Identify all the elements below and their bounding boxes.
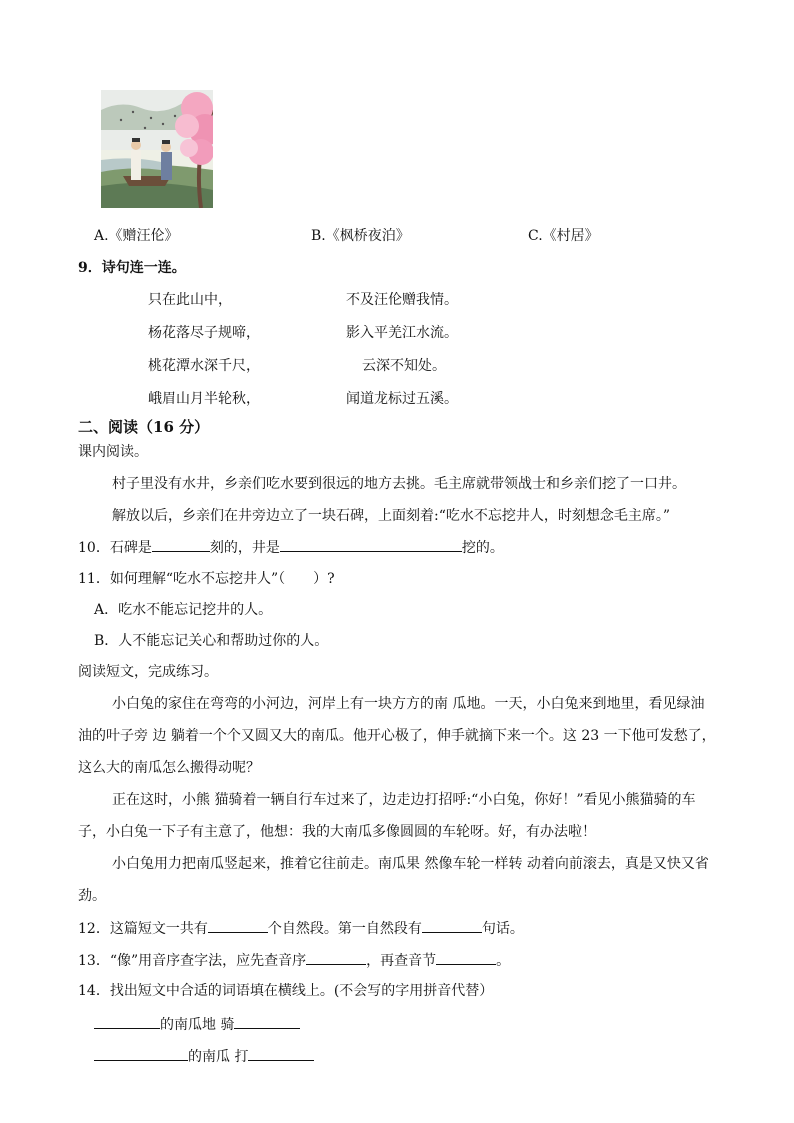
q9-left-3: 桃花潭水深千尺， [148,358,260,374]
q13-line: 13．“像”用音序查字法，应先查音序 ，再查音节 。 [78,950,510,971]
q9-left-2: 杨花落尽子规啼， [148,325,260,341]
q12-line: 12．这篇短文一共有 个自然段。第一自然段有 句话。 [78,918,524,939]
q9-right-3: 云深不知处。 [362,358,446,374]
section-heading: 二、阅读（16 分） [78,418,210,436]
reading-paragraph-1: 村子里没有水井，乡亲们吃水要到很远的地方去挑。毛主席就带领战士和乡亲们挖了一口井。 [112,476,686,492]
q13-blank-1[interactable] [306,950,366,965]
story-p3-a: 小白兔用力把南瓜竖起来，推着它往前走。南瓜果 然像车轮一样转 动着向前滚去，真是又快又省 [112,856,709,872]
story-p3-b: 劲。 [78,888,106,904]
q10-line: 10．石碑是 刻的，井是 挖的。 [78,537,504,558]
q9-left-1: 只在此山中， [148,292,232,308]
q9-right-1: 不及汪伦赠我情。 [346,292,458,308]
story-p2-a: 正在这时，小熊 猫骑着一辆自行车过来了，边走边打招呼:“小白兔，你好！”看见小熊猫骑的车 [112,792,696,808]
q10-blank-1[interactable] [152,537,210,552]
story-p1-a: 小白兔的家住在弯弯的小河边，河岸上有一块方方的南 瓜地。一天，小白兔来到地里，看见绿油 [112,696,705,712]
story-p1-b: 油的叶子旁 边 躺着一个个又圆又大的南瓜。他开心极了，伸手就摘下来一个。这 23 一下他可发愁了， [78,728,716,744]
q14-row-1: 的南瓜地 骑 [94,1014,300,1035]
q12-blank-2[interactable] [422,918,482,933]
story-p2-b: 子，小白兔一下子有主意了，他想：我的大南瓜多像圆圆的车轮呀。好，有办法啦！ [78,824,596,840]
poem-illustration [101,90,213,208]
q8-option-c: C.《村居》 [528,228,599,244]
q14-stem: 14．找出短文中合适的词语填在横线上。(不会写的字用拼音代替） [78,983,494,999]
q8-option-b: B.《枫桥夜泊》 [311,228,410,244]
q13-blank-2[interactable] [436,950,496,965]
q14-blank-2[interactable] [234,1014,300,1029]
q14-blank-3[interactable] [94,1046,188,1061]
q14-blank-4[interactable] [248,1046,314,1061]
reading-paragraph-2: 解放以后，乡亲们在井旁边立了一块石碑，上面刻着:“吃水不忘挖井人，时刻想念毛主席。” [112,508,671,524]
q8-option-a: A.《赠汪伦》 [94,228,179,244]
q11-option-b: B．人不能忘记关心和帮助过你的人。 [94,633,329,649]
q14-row-2: 的南瓜 打 [94,1046,314,1067]
q12-blank-1[interactable] [208,918,268,933]
q14-blank-1[interactable] [94,1014,160,1029]
q9-right-4: 闻道龙标过五溪。 [346,391,458,407]
q9-left-4: 峨眉山月半轮秋， [148,391,260,407]
q9-title: 9．诗句连一连。 [78,260,186,276]
q10-blank-2[interactable] [280,537,462,552]
q11-option-a: A．吃水不能忘记挖井的人。 [94,602,273,618]
q9-right-2: 影入平羌江水流。 [346,325,458,341]
section-intro: 课内阅读。 [78,444,148,460]
story-p1-c: 这么大的南瓜怎么搬得动呢？ [78,760,260,776]
section-intro-2: 阅读短文，完成练习。 [78,664,218,680]
q11-stem: 11．如何理解“吃水不忘挖井人”（ ）? [78,571,335,587]
